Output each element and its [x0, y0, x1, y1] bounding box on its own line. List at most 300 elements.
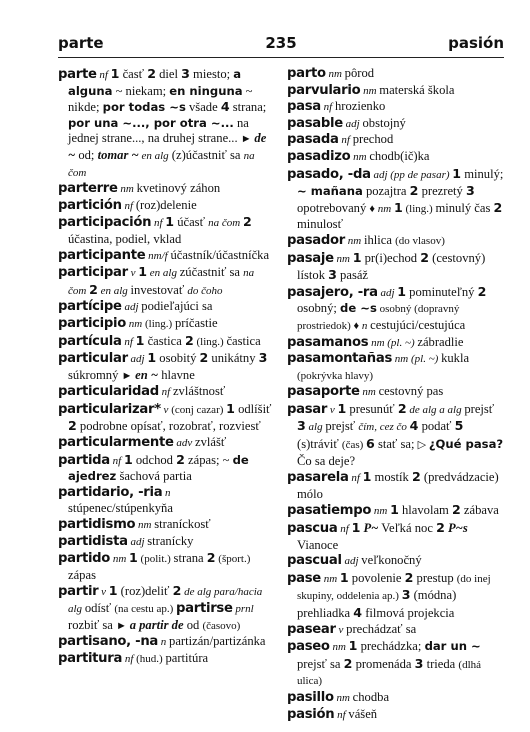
part-of-speech: n	[361, 319, 371, 332]
sense-number: 2	[89, 281, 98, 297]
headword: participio	[58, 315, 127, 331]
definition: kvetinový záhon	[136, 181, 221, 196]
dictionary-entry	[58, 634, 275, 651]
definition: partitúra	[165, 650, 209, 665]
sense-number: 3	[465, 183, 475, 199]
page-header	[58, 34, 504, 56]
part-of-speech: nf	[96, 69, 111, 81]
dictionary-entry	[287, 638, 504, 690]
bullet-symbol: ►	[240, 133, 255, 146]
part-of-speech: v	[335, 623, 347, 636]
sense-number: 2	[477, 283, 487, 299]
definition: prejsť	[464, 401, 495, 416]
dictionary-entry	[287, 707, 504, 724]
left-column	[58, 66, 275, 723]
definition: účastina, podiel, vklad	[68, 231, 182, 246]
dictionary-entry	[58, 198, 275, 215]
part-of-speech: prnl	[232, 603, 254, 615]
definition: (módna) prehliadka	[297, 588, 457, 620]
headword: parterre	[58, 181, 118, 197]
headword: pasa	[287, 99, 321, 115]
part-of-speech: nf	[121, 335, 136, 348]
definition: opotrebovaný	[297, 200, 370, 215]
definition: strana	[173, 551, 207, 566]
entry-columns	[58, 66, 504, 723]
headword: parvulario	[287, 82, 361, 98]
gloss-note: (ling.)	[144, 317, 175, 330]
definition: prejsť	[325, 419, 359, 434]
sense-number: 1	[108, 583, 118, 599]
dictionary-entry	[287, 233, 504, 250]
part-of-speech: adj	[342, 117, 363, 130]
sense-number: 4	[353, 605, 363, 620]
gloss-note: (conj cazar)	[171, 403, 227, 416]
headword: pasillo	[287, 689, 334, 705]
sense-number: 2	[436, 520, 445, 536]
gloss-note: (ling.)	[402, 202, 436, 215]
dictionary-entry	[58, 333, 275, 351]
sense-number: 3	[414, 655, 424, 671]
header-right-word: pasión	[448, 34, 504, 52]
sense-number: 2	[184, 332, 194, 348]
definition: trieda	[423, 656, 459, 671]
grammar-note: do čoho	[187, 284, 223, 297]
part-of-speech: nf	[122, 652, 137, 665]
definition: všade	[185, 100, 221, 115]
part-of-speech: adj	[127, 535, 148, 548]
definition: zvlášť	[195, 435, 227, 450]
headword: pasear	[287, 621, 336, 637]
headword: participante	[58, 247, 146, 263]
gloss-note: (hud.)	[136, 652, 166, 665]
sense-number: 2	[397, 400, 407, 416]
definition: pasáž	[336, 268, 369, 283]
headword: partir	[58, 584, 99, 600]
definition: zápas	[68, 567, 96, 582]
part-of-speech: nm	[126, 317, 145, 330]
sense-number: 4	[409, 418, 419, 434]
definition: pozajtra	[362, 184, 410, 199]
gloss-note: (ling.)	[193, 335, 227, 348]
part-of-speech: nf	[337, 523, 352, 536]
dictionary-entry	[287, 690, 504, 707]
definition: (cestovný) lístok	[297, 250, 486, 283]
grammar-note: na čom	[68, 149, 255, 179]
definition: diel	[155, 67, 182, 81]
dictionary-entry	[58, 299, 275, 316]
headword: pasamontañas	[287, 351, 393, 367]
definition: veľkonočný	[361, 553, 422, 568]
definition: prejsť sa	[297, 656, 344, 671]
dictionary-entry	[287, 116, 504, 133]
sense-number: 5	[454, 418, 464, 434]
sense-number: 1	[348, 638, 358, 654]
phrase: ~ mañana	[297, 184, 363, 199]
sense-number: 2	[172, 583, 182, 599]
definition: investovať	[130, 282, 188, 297]
definition: minulý čas	[435, 200, 494, 215]
part-of-speech: nf	[109, 454, 124, 467]
dictionary-entry	[287, 149, 504, 166]
definition: častica	[144, 333, 185, 348]
dictionary-entry	[58, 214, 275, 247]
headword: pasaporte	[287, 384, 360, 400]
definition: kukla	[441, 351, 470, 366]
headword: pasión	[287, 706, 335, 722]
headword: paseo	[287, 639, 330, 655]
sense-number: 3	[297, 418, 306, 434]
part-of-speech: adj	[121, 301, 142, 314]
definition: zábradlie	[417, 334, 464, 349]
definition: povolenie	[348, 570, 405, 585]
phrase: a alguna	[68, 67, 242, 98]
definition: od;	[75, 147, 98, 162]
part-of-speech: nm	[117, 183, 137, 196]
part-of-speech: nm/f	[145, 249, 171, 262]
sense-number: 1	[147, 350, 157, 366]
headword: pase	[287, 570, 321, 586]
definition: (z)účastniť sa	[168, 147, 244, 162]
headword: partida	[58, 452, 110, 468]
part-of-speech: nm	[333, 252, 353, 265]
dictionary-entry	[287, 66, 504, 83]
definition: promenáda	[352, 656, 415, 671]
header-rule	[58, 57, 504, 58]
part-of-speech: nm	[371, 505, 391, 518]
definition: straníckosť	[154, 517, 211, 532]
bullet-symbol: ►	[116, 619, 130, 632]
gloss-note: (na cestu ap.)	[114, 603, 177, 615]
headword: particularmente	[58, 435, 174, 451]
bullet-symbol: ►	[121, 369, 136, 382]
sense-number: 2	[199, 350, 209, 366]
dictionary-entry	[58, 181, 275, 198]
sense-number: 2	[147, 66, 156, 81]
headword: partisano, -na	[58, 634, 159, 650]
dictionary-entry	[287, 520, 504, 553]
part-of-speech: adj	[377, 286, 398, 299]
sense-number: 2	[409, 183, 419, 199]
sense-number: 1	[339, 569, 349, 585]
dictionary-entry	[287, 570, 504, 622]
grammar-note: na čom	[208, 217, 243, 230]
definition: príčastie	[174, 315, 218, 330]
sense-number: 3	[258, 350, 268, 366]
phrase: por una ~..., por otra ~...	[68, 115, 234, 130]
dictionary-entry	[58, 452, 275, 485]
definition: ~ nikde;	[68, 83, 253, 115]
definition: podrobne opísať, rozobrať, rozviesť	[76, 419, 261, 434]
gloss-note: (čas)	[341, 439, 367, 452]
gloss-note: osobný (dopravný prostriedok)	[297, 303, 460, 332]
definition: minulý;	[461, 166, 504, 181]
dictionary-entry	[287, 351, 504, 384]
definition: hlavolam	[398, 503, 452, 518]
definition: (s)tráviť	[297, 437, 342, 452]
part-of-speech: nm	[350, 150, 370, 163]
part-of-speech: nf	[151, 217, 166, 230]
definition: cestovný pas	[378, 384, 444, 399]
dictionary-entry	[58, 248, 275, 265]
definition: pominuteľný	[406, 284, 478, 299]
part-of-speech: nf	[348, 472, 363, 485]
headword: pasarela	[287, 470, 349, 486]
definition: chodb(ič)ka	[369, 148, 430, 163]
dictionary-entry	[58, 583, 275, 634]
right-column	[287, 66, 504, 723]
definition: vášeň	[348, 706, 378, 721]
definition: (roz)delenie	[135, 197, 197, 212]
definition: (predvádzacie) mólo	[297, 470, 499, 501]
definition: podať	[418, 419, 455, 434]
sense-number: 2	[176, 451, 185, 467]
idiom: de ~	[68, 131, 267, 162]
headword: parto	[287, 66, 326, 81]
part-of-speech: nm (pl. ~)	[368, 336, 418, 349]
dictionary-entry	[58, 550, 275, 583]
definition: presunúť	[346, 401, 398, 416]
sense-number: 1	[362, 469, 372, 485]
sense-number: 1	[226, 400, 235, 416]
definition: osobný;	[297, 301, 341, 316]
part-of-speech: adj (pp de pasar)	[370, 168, 453, 181]
headword: particularidad	[58, 384, 159, 400]
sense-number: 6	[366, 436, 375, 452]
dictionary-entry	[287, 401, 504, 469]
dictionary-entry	[287, 166, 504, 233]
definition: obstojný	[362, 115, 406, 130]
headword: pasada	[287, 132, 339, 148]
grammar-note: de alg para/hacia alg	[68, 586, 263, 615]
sense-number: 1	[337, 400, 347, 416]
headword: pascual	[287, 553, 342, 569]
grammar-note: čím, cez čo	[358, 421, 410, 434]
definition: ~ niekam;	[112, 83, 170, 98]
part-of-speech: nm	[360, 84, 380, 97]
sense-number: 2	[404, 569, 414, 585]
headword: pasatiempo	[287, 503, 372, 519]
gloss-note: (do vlasov)	[395, 234, 445, 247]
dictionary-entry	[287, 622, 504, 639]
dictionary-entry	[58, 534, 275, 551]
grammar-note: en alg	[138, 149, 169, 162]
sense-number: 1	[123, 451, 133, 467]
dictionary-entry	[287, 250, 504, 284]
definition: Čo sa deje?	[297, 453, 356, 468]
part-of-speech: nf	[320, 101, 335, 114]
sense-number: 2	[68, 418, 77, 434]
definition: osobitý	[156, 351, 200, 366]
headword: particularizar*	[58, 401, 161, 417]
headword: partícula	[58, 333, 122, 349]
bullet-symbol: ♦	[353, 319, 362, 332]
headword: participación	[58, 215, 152, 231]
idiom: P~s	[444, 521, 468, 536]
sense-number: 1	[397, 283, 407, 299]
gloss-note: (pokrývka hlavy)	[297, 369, 374, 382]
part-of-speech: nm	[329, 641, 349, 654]
part-of-speech: nm	[135, 519, 155, 532]
part-of-speech: v	[160, 403, 172, 416]
dictionary-entry	[287, 502, 504, 520]
gloss-note: (časovo)	[202, 619, 241, 632]
dictionary-entry	[287, 132, 504, 149]
sense-number: 1	[135, 332, 145, 348]
headword: parte	[58, 67, 97, 82]
sense-number: 2	[493, 199, 503, 215]
part-of-speech: nm	[325, 68, 345, 80]
dictionary-entry	[287, 99, 504, 116]
dictionary-entry	[58, 435, 275, 452]
dictionary-entry	[287, 335, 504, 352]
phrase: en ninguna	[169, 83, 243, 98]
definition: zápas; ~	[184, 452, 233, 467]
headword: partidista	[58, 533, 128, 549]
headword: pasadizo	[287, 148, 351, 164]
dictionary-entry	[287, 553, 504, 570]
sense-number: 1	[390, 502, 399, 518]
idiom: tomar ~	[97, 147, 139, 162]
definition: pr(i)echod	[361, 250, 421, 265]
headword: pasar	[287, 401, 328, 417]
definition: filmová projekcia	[362, 606, 455, 620]
part-of-speech: v	[127, 267, 139, 280]
definition: hrozienko	[334, 99, 386, 114]
part-of-speech: nm	[377, 202, 394, 215]
definition: stranícky	[147, 533, 194, 548]
part-of-speech: adv	[173, 437, 196, 450]
bullet-symbol: ♦	[369, 202, 378, 215]
definition: zúčastniť sa	[179, 265, 244, 280]
sense-number: 2	[343, 655, 353, 671]
part-of-speech: n	[158, 636, 170, 649]
grammar-note: en alg	[97, 284, 131, 297]
headword: partidismo	[58, 517, 136, 533]
headword: partición	[58, 197, 122, 213]
phrase: ¿Qué pasa?	[428, 437, 504, 452]
definition: odlíšiť	[234, 401, 272, 416]
sense-number: 3	[401, 587, 411, 603]
definition: materská škola	[379, 82, 455, 97]
sense-number: 1	[393, 199, 403, 215]
part-of-speech: n	[162, 486, 171, 499]
part-of-speech: nm	[359, 386, 379, 399]
definition: zábava	[460, 503, 499, 518]
dictionary-entry	[58, 316, 275, 333]
part-of-speech: nm	[345, 234, 364, 247]
headword: pascua	[287, 521, 338, 537]
headword: pasajero, -ra	[287, 284, 378, 300]
sense-number: 1	[129, 550, 138, 566]
definition: účasť	[174, 215, 209, 230]
definition: chodba	[352, 689, 390, 704]
definition: podieľajúci sa	[141, 299, 213, 314]
sense-number: 3	[328, 267, 337, 283]
part-of-speech: nf	[334, 708, 349, 721]
definition: prechod	[352, 132, 394, 147]
dictionary-entry	[58, 485, 275, 517]
definition: na jednej strane..., na druhej strane...	[68, 115, 249, 146]
header-left-word: parte	[58, 34, 104, 52]
definition: Vianoce	[297, 537, 339, 552]
bullet-symbol: ▷	[417, 439, 429, 452]
sense-number: 2	[242, 214, 252, 230]
sense-number: 1	[138, 264, 148, 280]
definition: partizán/partizánka	[169, 634, 266, 649]
definition: šachová partia	[116, 469, 192, 484]
part-of-speech: nf	[121, 199, 136, 212]
definition: pôrod	[344, 66, 375, 80]
definition: ihlica	[363, 232, 396, 247]
headword: partícipe	[58, 299, 122, 315]
headword: pasaje	[287, 250, 334, 266]
dictionary-entry	[287, 384, 504, 401]
definition: časť	[119, 67, 148, 81]
part-of-speech: nm (pl. ~)	[392, 353, 442, 366]
grammar-note: alg	[305, 421, 326, 434]
part-of-speech: nf	[338, 134, 353, 147]
definition: unikátny	[208, 351, 259, 366]
definition: zvláštnosť	[172, 384, 226, 399]
definition: rozbiť sa	[68, 617, 117, 632]
part-of-speech: nm	[333, 691, 353, 704]
grammar-note: en alg	[147, 267, 180, 280]
definition: cestujúci/cestujúca	[370, 317, 466, 332]
sense-number: 4	[220, 99, 230, 115]
headword: particular	[58, 351, 128, 367]
dictionary-entry	[58, 517, 275, 534]
sense-number: 1	[110, 66, 120, 81]
definition: stať sa;	[374, 437, 418, 452]
definition: odísť	[84, 601, 115, 615]
sense-number: 1	[165, 214, 175, 230]
grammar-note: na čom	[68, 267, 255, 297]
dictionary-entry	[287, 284, 504, 335]
definition: prechádzka;	[357, 639, 425, 654]
definition: strana;	[229, 100, 267, 115]
definition: od	[183, 617, 203, 632]
part-of-speech: nm	[110, 553, 130, 566]
headword: partirse	[176, 601, 233, 616]
headword: pasable	[287, 115, 343, 131]
gloss-note: (šport.)	[215, 553, 251, 566]
definition: účastník/účastníčka	[170, 247, 270, 262]
definition: prechádzať sa	[346, 621, 417, 636]
part-of-speech: nf	[158, 386, 173, 399]
definition: hlavne	[158, 367, 195, 382]
sense-number: 3	[181, 66, 190, 81]
definition: minulosť	[297, 217, 343, 232]
dictionary-entry	[58, 651, 275, 668]
dictionary-entry	[287, 469, 504, 502]
part-of-speech: nm	[320, 572, 340, 585]
dictionary-entry	[58, 350, 275, 384]
dictionary-entry	[58, 384, 275, 401]
dictionary-entry	[58, 264, 275, 299]
definition: mostík	[371, 470, 412, 485]
definition: Veľká noc	[378, 521, 437, 536]
sense-number: 2	[411, 469, 421, 485]
part-of-speech: v	[327, 403, 338, 416]
definition: odchod	[132, 452, 177, 467]
idiom: en ~	[135, 367, 159, 382]
idiom: a partir de	[129, 617, 184, 632]
page-number: 235	[265, 34, 297, 52]
sense-number: 2	[420, 249, 429, 265]
definition: súkromný	[68, 367, 122, 382]
part-of-speech: adj	[127, 353, 148, 366]
headword: pasamanos	[287, 334, 369, 350]
